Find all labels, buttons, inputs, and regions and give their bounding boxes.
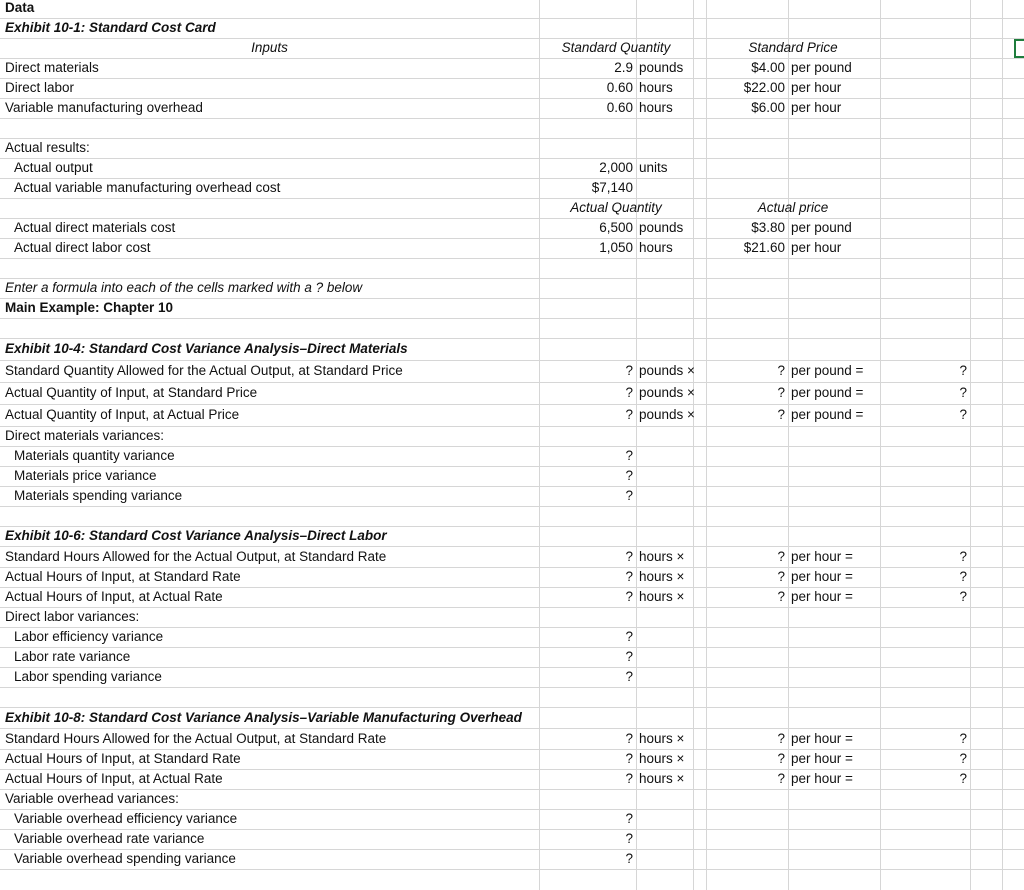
table-row: [0, 466, 1024, 486]
formula-cell[interactable]: ?: [959, 731, 967, 746]
formula-cell[interactable]: ?: [625, 731, 633, 746]
formula-cell[interactable]: ?: [625, 407, 633, 422]
table-row: [0, 218, 1024, 238]
cell-unit[interactable]: per hour =: [791, 569, 853, 584]
table-row: [0, 647, 1024, 667]
cell-unit[interactable]: hours ×: [639, 589, 685, 604]
formula-cell[interactable]: ?: [777, 771, 785, 786]
row-border: [0, 118, 1024, 119]
row-border: [0, 687, 1024, 688]
formula-cell[interactable]: ?: [625, 629, 633, 644]
row-label[interactable]: Materials quantity variance: [14, 448, 175, 463]
row-label[interactable]: Labor efficiency variance: [14, 629, 164, 644]
sheet-row: [0, 278, 1024, 298]
cell-unit[interactable]: hours ×: [639, 751, 685, 766]
row-border: [0, 258, 1024, 259]
cell-unit[interactable]: per hour: [791, 100, 842, 115]
sheet-row: [0, 18, 1024, 38]
table-row: [0, 567, 1024, 587]
cell-value[interactable]: 0.60: [606, 80, 633, 95]
row-border: [0, 869, 1024, 870]
sheet-row: [0, 0, 1024, 18]
cell-unit[interactable]: per pound: [791, 220, 852, 235]
cell-unit[interactable]: per hour: [791, 80, 842, 95]
formula-cell[interactable]: ?: [777, 569, 785, 584]
table-row: [0, 587, 1024, 607]
sheet-row: [0, 607, 1024, 627]
formula-cell[interactable]: ?: [777, 385, 785, 400]
row-label[interactable]: Variable manufacturing overhead: [5, 100, 203, 115]
table-row: [0, 728, 1024, 749]
row-border: [0, 318, 1024, 319]
actual-quantity-header[interactable]: Actual Quantity: [570, 200, 662, 215]
inputs-label[interactable]: Inputs: [251, 40, 288, 55]
formula-cell[interactable]: ?: [959, 549, 967, 564]
sheet-row: [0, 298, 1024, 318]
table-row: [0, 809, 1024, 829]
table-row: [0, 78, 1024, 98]
row-label[interactable]: Variable overhead rate variance: [14, 831, 205, 846]
table-row: [0, 749, 1024, 769]
formula-cell[interactable]: ?: [777, 751, 785, 766]
formula-cell[interactable]: ?: [625, 851, 633, 866]
variances-heading[interactable]: Variable overhead variances:: [5, 791, 179, 806]
row-label[interactable]: Labor spending variance: [14, 669, 162, 684]
cell-unit[interactable]: per pound: [791, 60, 852, 75]
cell-value[interactable]: 1,050: [599, 240, 633, 255]
cell-value[interactable]: $21.60: [743, 240, 785, 255]
row-border: [0, 506, 1024, 507]
actual-price-header[interactable]: Actual price: [757, 200, 829, 215]
formula-cell[interactable]: ?: [625, 589, 633, 604]
cell-value[interactable]: 2.9: [614, 60, 633, 75]
row-label[interactable]: Standard Hours Allowed for the Actual Output, at Standard Rate: [5, 549, 387, 564]
row-label[interactable]: Actual Quantity of Input, at Actual Price: [5, 407, 240, 422]
formula-cell[interactable]: ?: [959, 771, 967, 786]
table-row: [0, 627, 1024, 647]
formula-cell[interactable]: ?: [625, 669, 633, 684]
sheet-row: [0, 338, 1024, 360]
sheet-row: [0, 198, 1024, 218]
cell-unit[interactable]: pounds ×: [639, 407, 695, 422]
cell-unit[interactable]: hours: [639, 80, 673, 95]
row-label[interactable]: Standard Hours Allowed for the Actual Output, at Standard Rate: [5, 731, 387, 746]
sheet-row: [0, 526, 1024, 546]
row-label[interactable]: Actual Quantity of Input, at Standard Price: [5, 385, 258, 400]
formula-cell[interactable]: ?: [625, 831, 633, 846]
cell-value[interactable]: $7,140: [591, 180, 633, 195]
table-row: [0, 446, 1024, 466]
cell-value[interactable]: $22.00: [743, 80, 785, 95]
row-label[interactable]: Variable overhead efficiency variance: [14, 811, 238, 826]
cell-unit[interactable]: hours: [639, 240, 673, 255]
formula-cell[interactable]: ?: [625, 385, 633, 400]
sheet-row: [0, 707, 1024, 728]
table-row: [0, 404, 1024, 426]
cell-unit[interactable]: per hour: [791, 240, 842, 255]
sheet-row: [0, 789, 1024, 809]
exhibit-10-8-title[interactable]: Exhibit 10-8: Standard Cost Variance Analysis–Variable Manufacturing Overhead: [5, 710, 522, 725]
row-label[interactable]: Labor rate variance: [14, 649, 131, 664]
formula-cell[interactable]: ?: [625, 811, 633, 826]
cell-unit[interactable]: hours ×: [639, 569, 685, 584]
table-row: [0, 158, 1024, 178]
cell-value[interactable]: 2,000: [599, 160, 633, 175]
table-row: [0, 178, 1024, 198]
formula-cell[interactable]: ?: [777, 363, 785, 378]
formula-cell[interactable]: ?: [625, 363, 633, 378]
exhibit-10-6-title[interactable]: Exhibit 10-6: Standard Cost Variance Analysis–Direct Labor: [5, 528, 387, 543]
cell-unit[interactable]: per pound =: [791, 407, 864, 422]
table-row: [0, 769, 1024, 789]
variances-heading[interactable]: Direct materials variances:: [5, 428, 165, 443]
cell-unit[interactable]: per hour =: [791, 589, 853, 604]
sheet-row: [0, 138, 1024, 158]
main-example-heading[interactable]: Main Example: Chapter 10: [5, 300, 174, 315]
row-label[interactable]: Standard Quantity Allowed for the Actual Output, at Standard Price: [5, 363, 403, 378]
table-row: [0, 238, 1024, 258]
cell-unit[interactable]: hours ×: [639, 549, 685, 564]
cell-unit[interactable]: per pound =: [791, 385, 864, 400]
exhibit-10-1-title[interactable]: Exhibit 10-1: Standard Cost Card: [5, 20, 216, 35]
cell-value[interactable]: $3.80: [751, 220, 785, 235]
cell-unit[interactable]: pounds: [639, 220, 684, 235]
row-label[interactable]: Actual Hours of Input, at Actual Rate: [5, 589, 223, 604]
formula-cell[interactable]: ?: [777, 549, 785, 564]
row-label[interactable]: Direct labor: [5, 80, 75, 95]
sheet-row: [0, 38, 1024, 58]
cell-unit[interactable]: per hour =: [791, 751, 853, 766]
formula-cell[interactable]: ?: [959, 751, 967, 766]
formula-cell[interactable]: ?: [777, 407, 785, 422]
formula-cell[interactable]: ?: [625, 771, 633, 786]
cell-unit[interactable]: hours ×: [639, 731, 685, 746]
formula-cell[interactable]: ?: [625, 488, 633, 503]
cell-unit[interactable]: pounds ×: [639, 363, 695, 378]
row-label[interactable]: Variable overhead spending variance: [14, 851, 236, 866]
sheet-row: [0, 426, 1024, 446]
formula-cell[interactable]: ?: [625, 751, 633, 766]
cell-value[interactable]: 0.60: [606, 100, 633, 115]
formula-cell[interactable]: ?: [777, 731, 785, 746]
row-label[interactable]: Actual Hours of Input, at Standard Rate: [5, 569, 241, 584]
formula-cell[interactable]: ?: [625, 649, 633, 664]
cell-unit[interactable]: pounds: [639, 60, 684, 75]
row-label[interactable]: Actual output: [14, 160, 93, 175]
cell-unit[interactable]: per hour =: [791, 549, 853, 564]
cell-unit[interactable]: per hour =: [791, 771, 853, 786]
table-row: [0, 849, 1024, 869]
formula-cell[interactable]: ?: [625, 468, 633, 483]
cell-unit[interactable]: pounds ×: [639, 385, 695, 400]
cell-unit[interactable]: hours ×: [639, 771, 685, 786]
formula-cell[interactable]: ?: [959, 589, 967, 604]
standard-quantity-header[interactable]: Standard Quantity: [561, 40, 671, 55]
cell-value[interactable]: 6,500: [599, 220, 633, 235]
row-label[interactable]: Actual Hours of Input, at Actual Rate: [5, 771, 223, 786]
cell-unit[interactable]: per pound =: [791, 363, 864, 378]
table-row: [0, 98, 1024, 118]
cell-value[interactable]: $4.00: [751, 60, 785, 75]
formula-cell[interactable]: ?: [777, 589, 785, 604]
formula-cell[interactable]: ?: [625, 448, 633, 463]
formula-cell[interactable]: ?: [625, 569, 633, 584]
formula-cell[interactable]: ?: [625, 549, 633, 564]
table-row: [0, 58, 1024, 78]
row-label[interactable]: Actual direct labor cost: [14, 240, 151, 255]
table-row: [0, 360, 1024, 382]
cell-value[interactable]: $6.00: [751, 100, 785, 115]
selected-cell-outline[interactable]: [1014, 39, 1024, 58]
formula-cell[interactable]: ?: [959, 385, 967, 400]
table-row: [0, 546, 1024, 567]
row-label[interactable]: Materials price variance: [14, 468, 157, 483]
row-label[interactable]: Actual direct materials cost: [14, 220, 176, 235]
row-label[interactable]: Materials spending variance: [14, 488, 183, 503]
exhibit-10-4-title[interactable]: Exhibit 10-4: Standard Cost Variance Analysis–Direct Materials: [5, 341, 408, 356]
variances-heading[interactable]: Direct labor variances:: [5, 609, 140, 624]
table-row: [0, 486, 1024, 506]
sheet-title[interactable]: Data: [5, 0, 35, 15]
formula-cell[interactable]: ?: [959, 569, 967, 584]
table-row: [0, 382, 1024, 404]
standard-price-header[interactable]: Standard Price: [748, 40, 838, 55]
formula-cell[interactable]: ?: [959, 363, 967, 378]
table-row: [0, 829, 1024, 849]
cell-unit[interactable]: hours: [639, 100, 673, 115]
row-label[interactable]: Direct materials: [5, 60, 99, 75]
formula-cell[interactable]: ?: [959, 407, 967, 422]
cell-unit[interactable]: per hour =: [791, 731, 853, 746]
cell-unit[interactable]: units: [639, 160, 668, 175]
table-row: [0, 667, 1024, 687]
row-label[interactable]: Actual variable manufacturing overhead cost: [14, 180, 281, 195]
row-label[interactable]: Actual Hours of Input, at Standard Rate: [5, 751, 241, 766]
instruction-text[interactable]: Enter a formula into each of the cells marked with a ? below: [5, 280, 363, 295]
actual-results-heading[interactable]: Actual results:: [5, 140, 90, 155]
